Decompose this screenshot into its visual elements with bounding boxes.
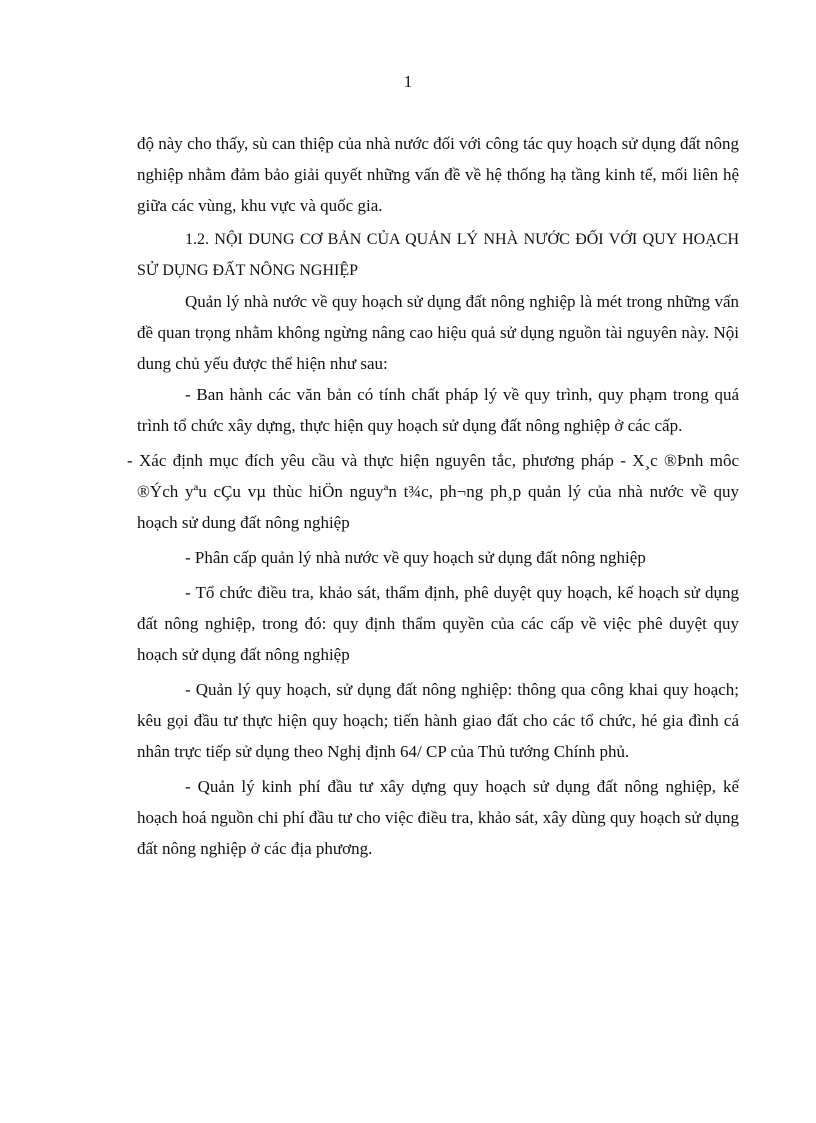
list-item: - Phân cấp quản lý nhà nước về quy hoạch sử dụng đất nông nghiệp — [185, 548, 646, 567]
list-item: - Quản lý kinh phí đầu tư xây dựng quy hoạch sử dụng đất nông nghiệp, kế hoạch hoá nguồn chi phí đầu tư cho việc điều tra, khảo sát, xây dùng quy hoạch sử dụng đất nông nghiệp ở các địa phương. — [137, 777, 739, 858]
list-item: - Ban hành các văn bản có tính chất pháp lý về quy trình, quy phạm trong quá trình tổ chức xây dựng, thực hiện quy hoạch sử dụng đất nông nghiệp ở các cấp. — [137, 385, 739, 435]
section-heading: 1.2. NỘI DUNG CƠ BẢN CỦA QUẢN LÝ NHÀ NƯỚC ĐỐI VỚI QUY HOẠCH SỬ DỤNG ĐẤT NÔNG NGHIỆP — [137, 231, 739, 279]
list-item: - Quản lý quy hoạch, sử dụng đất nông nghiệp: thông qua công khai quy hoạch; kêu gọi đầu tư thực hiện quy hoạch; tiến hành giao đất cho các tổ chức, hé gia đình cá nhân trực tiếp sử dụng theo Nghị định 64/ CP của Thủ tướng Chính phủ. — [137, 680, 739, 761]
intro-paragraph: độ này cho thấy, sù can thiệp của nhà nước đối với công tác quy hoạch sử dụng đất nông nghiệp nhằm đảm bảo giải quyết những vấn đề về hệ thống hạ tầng kinh tế, mối liên hệ giữa các vùng, khu vực và quốc gia. — [137, 134, 739, 215]
list-item: - Tổ chức điều tra, khảo sát, thẩm định, phê duyệt quy hoạch, kế hoạch sử dụng đất nông nghiệp, trong đó: quy định thẩm quyền của các cấp về việc phê duyệt quy hoạch sử dụng đất nông nghiệp — [137, 583, 739, 664]
page-number: 1 — [403, 72, 413, 91]
section-intro-paragraph: Quản lý nhà nước về quy hoạch sử dụng đất nông nghiệp là mét trong những vấn đề quan trọng nhằm không ngừng nâng cao hiệu quả sử dụng nguồn tài nguyên này. Nội dung chủ yếu được thể hiện như sau: — [137, 292, 739, 373]
list-item: - Xác định mục đích yêu cầu và thực hiện nguyên tắc, phương pháp - X¸c ®Þnh môc ®Ých yªu cÇu vµ thùc hiÖn nguyªn t¾c, ph¬ng ph¸p quản lý của nhà nước về quy hoạch sử dung đất nông nghiệp — [127, 451, 739, 532]
document-body — [127, 128, 739, 864]
